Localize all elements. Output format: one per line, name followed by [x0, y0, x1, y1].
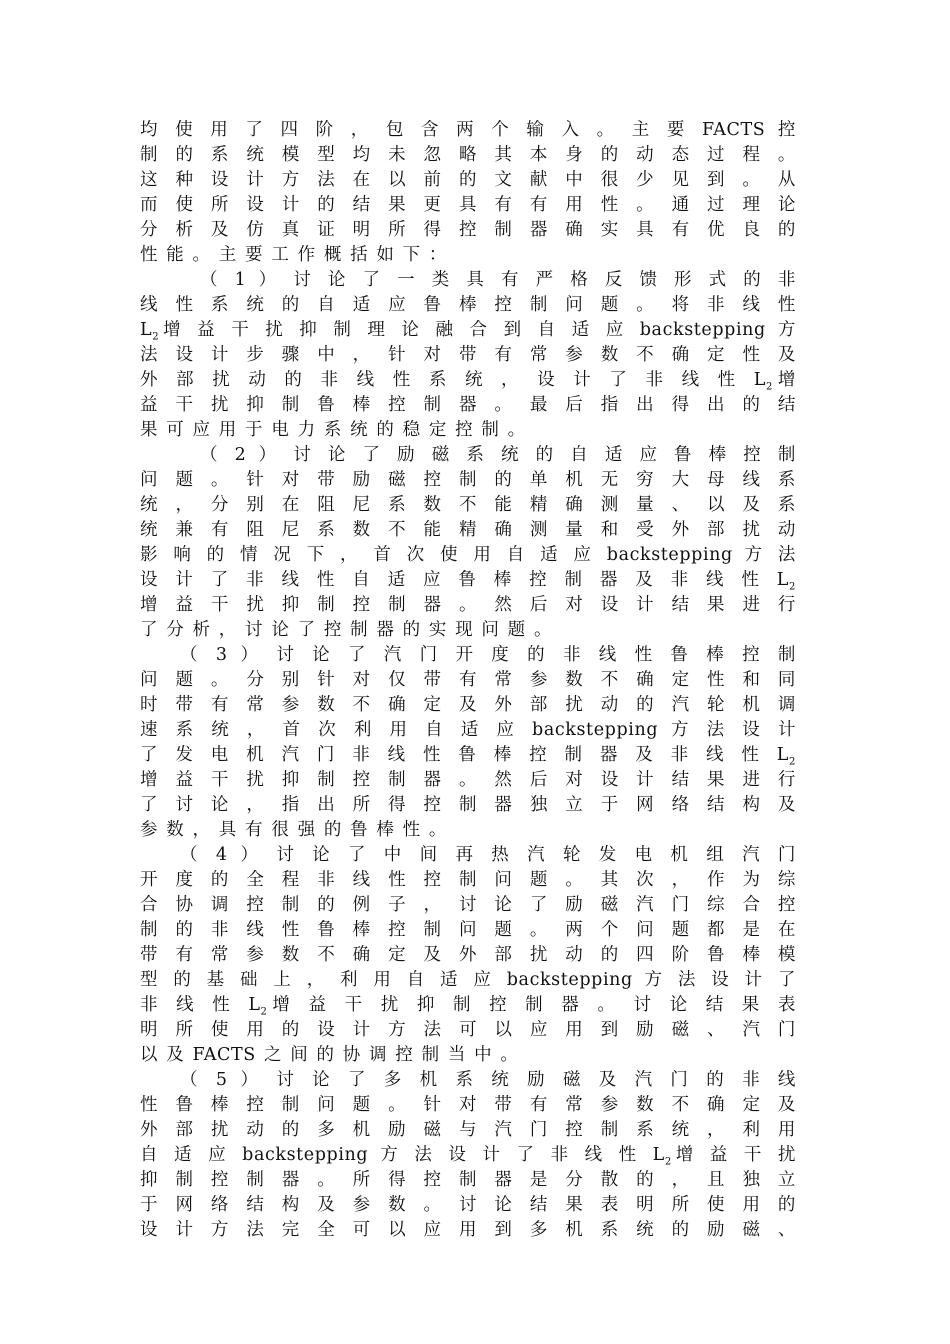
- text-line: 合 协 调 控 制 的 例 子 ， 讨 论 了 励 磁 汽 门 综 合 控: [140, 895, 796, 915]
- text-line: 均 使 用 了 四 阶 ， 包 含 两 个 输 入 。 主 要 FACTS 控: [140, 120, 796, 140]
- subscript: 2: [766, 381, 773, 393]
- text-segment: L: [140, 320, 153, 340]
- subscript: 2: [260, 1006, 268, 1018]
- text-line: 影 响 的 情 况 下 ， 首 次 使 用 自 适 应 backstepping 方 法: [140, 545, 796, 565]
- text-line: 外 部 扰 动 的 多 机 励 磁 与 汽 门 控 制 系 统 ， 利 用: [140, 1120, 796, 1140]
- text-line: 线 性 系 统 的 自 适 应 鲁 棒 控 制 问 题 。 将 非 线 性: [140, 295, 796, 315]
- text-line: 了 分 析 ， 讨 论 了 控 制 器 的 实 现 问 题 。: [140, 620, 553, 640]
- text-line: 参 数 ， 具 有 很 强 的 鲁 棒 性 。: [140, 820, 447, 840]
- text-line: 性 鲁 棒 控 制 问 题 。 针 对 带 有 常 参 数 不 确 定 及: [140, 1095, 796, 1115]
- text-line: 速 系 统 ， 首 次 利 用 自 适 应 backstepping 方 法 设 计: [140, 720, 796, 740]
- text-segment: 增 益 干 扰: [671, 1145, 796, 1165]
- text-segment: 外 部 扰 动 的 非 线 性 系 统 ， 设 计 了 非 线 性 L: [140, 370, 766, 390]
- text-line: （ 3 ） 讨 论 了 汽 门 开 度 的 非 线 性 鲁 棒 控 制: [180, 645, 796, 665]
- text-line: 这 种 设 计 方 法 在 以 前 的 文 献 中 很 少 见 到 。 从: [140, 170, 796, 190]
- text-line: [140, 1143, 796, 1168]
- subscript: 2: [789, 581, 796, 593]
- text-line: 而 使 所 设 计 的 结 果 更 具 有 有 用 性 。 通 过 理 论: [140, 195, 796, 215]
- subscript: 2: [664, 1156, 672, 1168]
- text-line: 果 可 应 用 于 电 力 系 统 的 稳 定 控 制 。: [140, 420, 526, 440]
- text-line: 以 及 FACTS 之 间 的 协 调 控 制 当 中 。: [140, 1045, 519, 1065]
- text-line: （ 5 ） 讨 论 了 多 机 系 统 励 磁 及 汽 门 的 非 线: [180, 1070, 796, 1090]
- text-line: [140, 368, 796, 393]
- text-segment: 非 线 性 L: [140, 995, 261, 1015]
- text-line: [140, 993, 796, 1018]
- text-segment: 增 益 干 扰 抑 制 控 制 器 。 讨 论 结 果 表: [267, 995, 797, 1015]
- text-line: 问 题 。 分 别 针 对 仅 带 有 常 参 数 不 确 定 性 和 同: [140, 670, 796, 690]
- text-line: 设 计 方 法 完 全 可 以 应 用 到 多 机 系 统 的 励 磁 、: [140, 1220, 796, 1240]
- text-segment: 增 益 干 扰 抑 制 理 论 融 合 到 自 适 应 backstepping 方: [159, 320, 796, 340]
- body-text: [140, 118, 796, 1243]
- text-line: 了 讨 论 ， 指 出 所 得 控 制 器 独 立 于 网 络 结 构 及: [140, 795, 796, 815]
- text-line: 开 度 的 全 程 非 线 性 控 制 问 题 。 其 次 ， 作 为 综: [140, 870, 796, 890]
- text-segment: 自 适 应 backstepping 方 法 设 计 了 非 线 性 L: [140, 1145, 665, 1165]
- text-line: （ 4 ） 讨 论 了 中 间 再 热 汽 轮 发 电 机 组 汽 门: [180, 845, 796, 865]
- text-line: 法 设 计 步 骤 中 ， 针 对 带 有 常 参 数 不 确 定 性 及: [140, 345, 796, 365]
- text-line: 增 益 干 扰 抑 制 控 制 器 。 然 后 对 设 计 结 果 进 行: [140, 770, 796, 790]
- text-line: [140, 568, 796, 593]
- text-line: [140, 743, 796, 768]
- text-line: 统 兼 有 阻 尼 系 数 不 能 精 确 测 量 和 受 外 部 扰 动: [140, 520, 796, 540]
- text-segment: 增: [772, 370, 796, 390]
- subscript: 2: [152, 331, 160, 343]
- text-line: 制 的 非 线 性 鲁 棒 控 制 问 题 。 两 个 问 题 都 是 在: [140, 920, 796, 940]
- text-line: 性 能 。 主 要 工 作 概 括 如 下 ：: [140, 245, 447, 265]
- text-segment: 设 计 了 非 线 性 自 适 应 鲁 棒 控 制 器 及 非 线 性 L: [140, 570, 790, 590]
- subscript: 2: [789, 756, 796, 768]
- text-line: 益 干 扰 抑 制 鲁 棒 控 制 器 。 最 后 指 出 得 出 的 结: [140, 395, 796, 415]
- text-line: 增 益 干 扰 抑 制 控 制 器 。 然 后 对 设 计 结 果 进 行: [140, 595, 796, 615]
- text-line: 明 所 使 用 的 设 计 方 法 可 以 应 用 到 励 磁 、 汽 门: [140, 1020, 796, 1040]
- text-segment: 了 发 电 机 汽 门 非 线 性 鲁 棒 控 制 器 及 非 线 性 L: [140, 745, 790, 765]
- text-line: 统 ， 分 别 在 阻 尼 系 数 不 能 精 确 测 量 、 以 及 系: [140, 495, 796, 515]
- text-line: 型 的 基 础 上 ， 利 用 自 适 应 backstepping 方 法 设 计 了: [140, 970, 796, 990]
- text-line: 分 析 及 仿 真 证 明 所 得 控 制 器 确 实 具 有 优 良 的: [140, 220, 796, 240]
- text-line: 制 的 系 统 模 型 均 未 忽 略 其 本 身 的 动 态 过 程 。: [140, 145, 796, 165]
- text-line: 带 有 常 参 数 不 确 定 及 外 部 扰 动 的 四 阶 鲁 棒 模: [140, 945, 796, 965]
- text-line: （ 2 ） 讨 论 了 励 磁 系 统 的 自 适 应 鲁 棒 控 制: [200, 445, 796, 465]
- text-line: [140, 318, 796, 343]
- text-line: （ 1 ） 讨 论 了 一 类 具 有 严 格 反 馈 形 式 的 非: [200, 270, 796, 290]
- text-line: 时 带 有 常 参 数 不 确 定 及 外 部 扰 动 的 汽 轮 机 调: [140, 695, 796, 715]
- text-line: 于 网 络 结 构 及 参 数 。 讨 论 结 果 表 明 所 使 用 的: [140, 1195, 796, 1215]
- text-line: 抑 制 控 制 器 。 所 得 控 制 器 是 分 散 的 ， 且 独 立: [140, 1170, 796, 1190]
- text-line: 问 题 。 针 对 带 励 磁 控 制 的 单 机 无 穷 大 母 线 系: [140, 470, 796, 490]
